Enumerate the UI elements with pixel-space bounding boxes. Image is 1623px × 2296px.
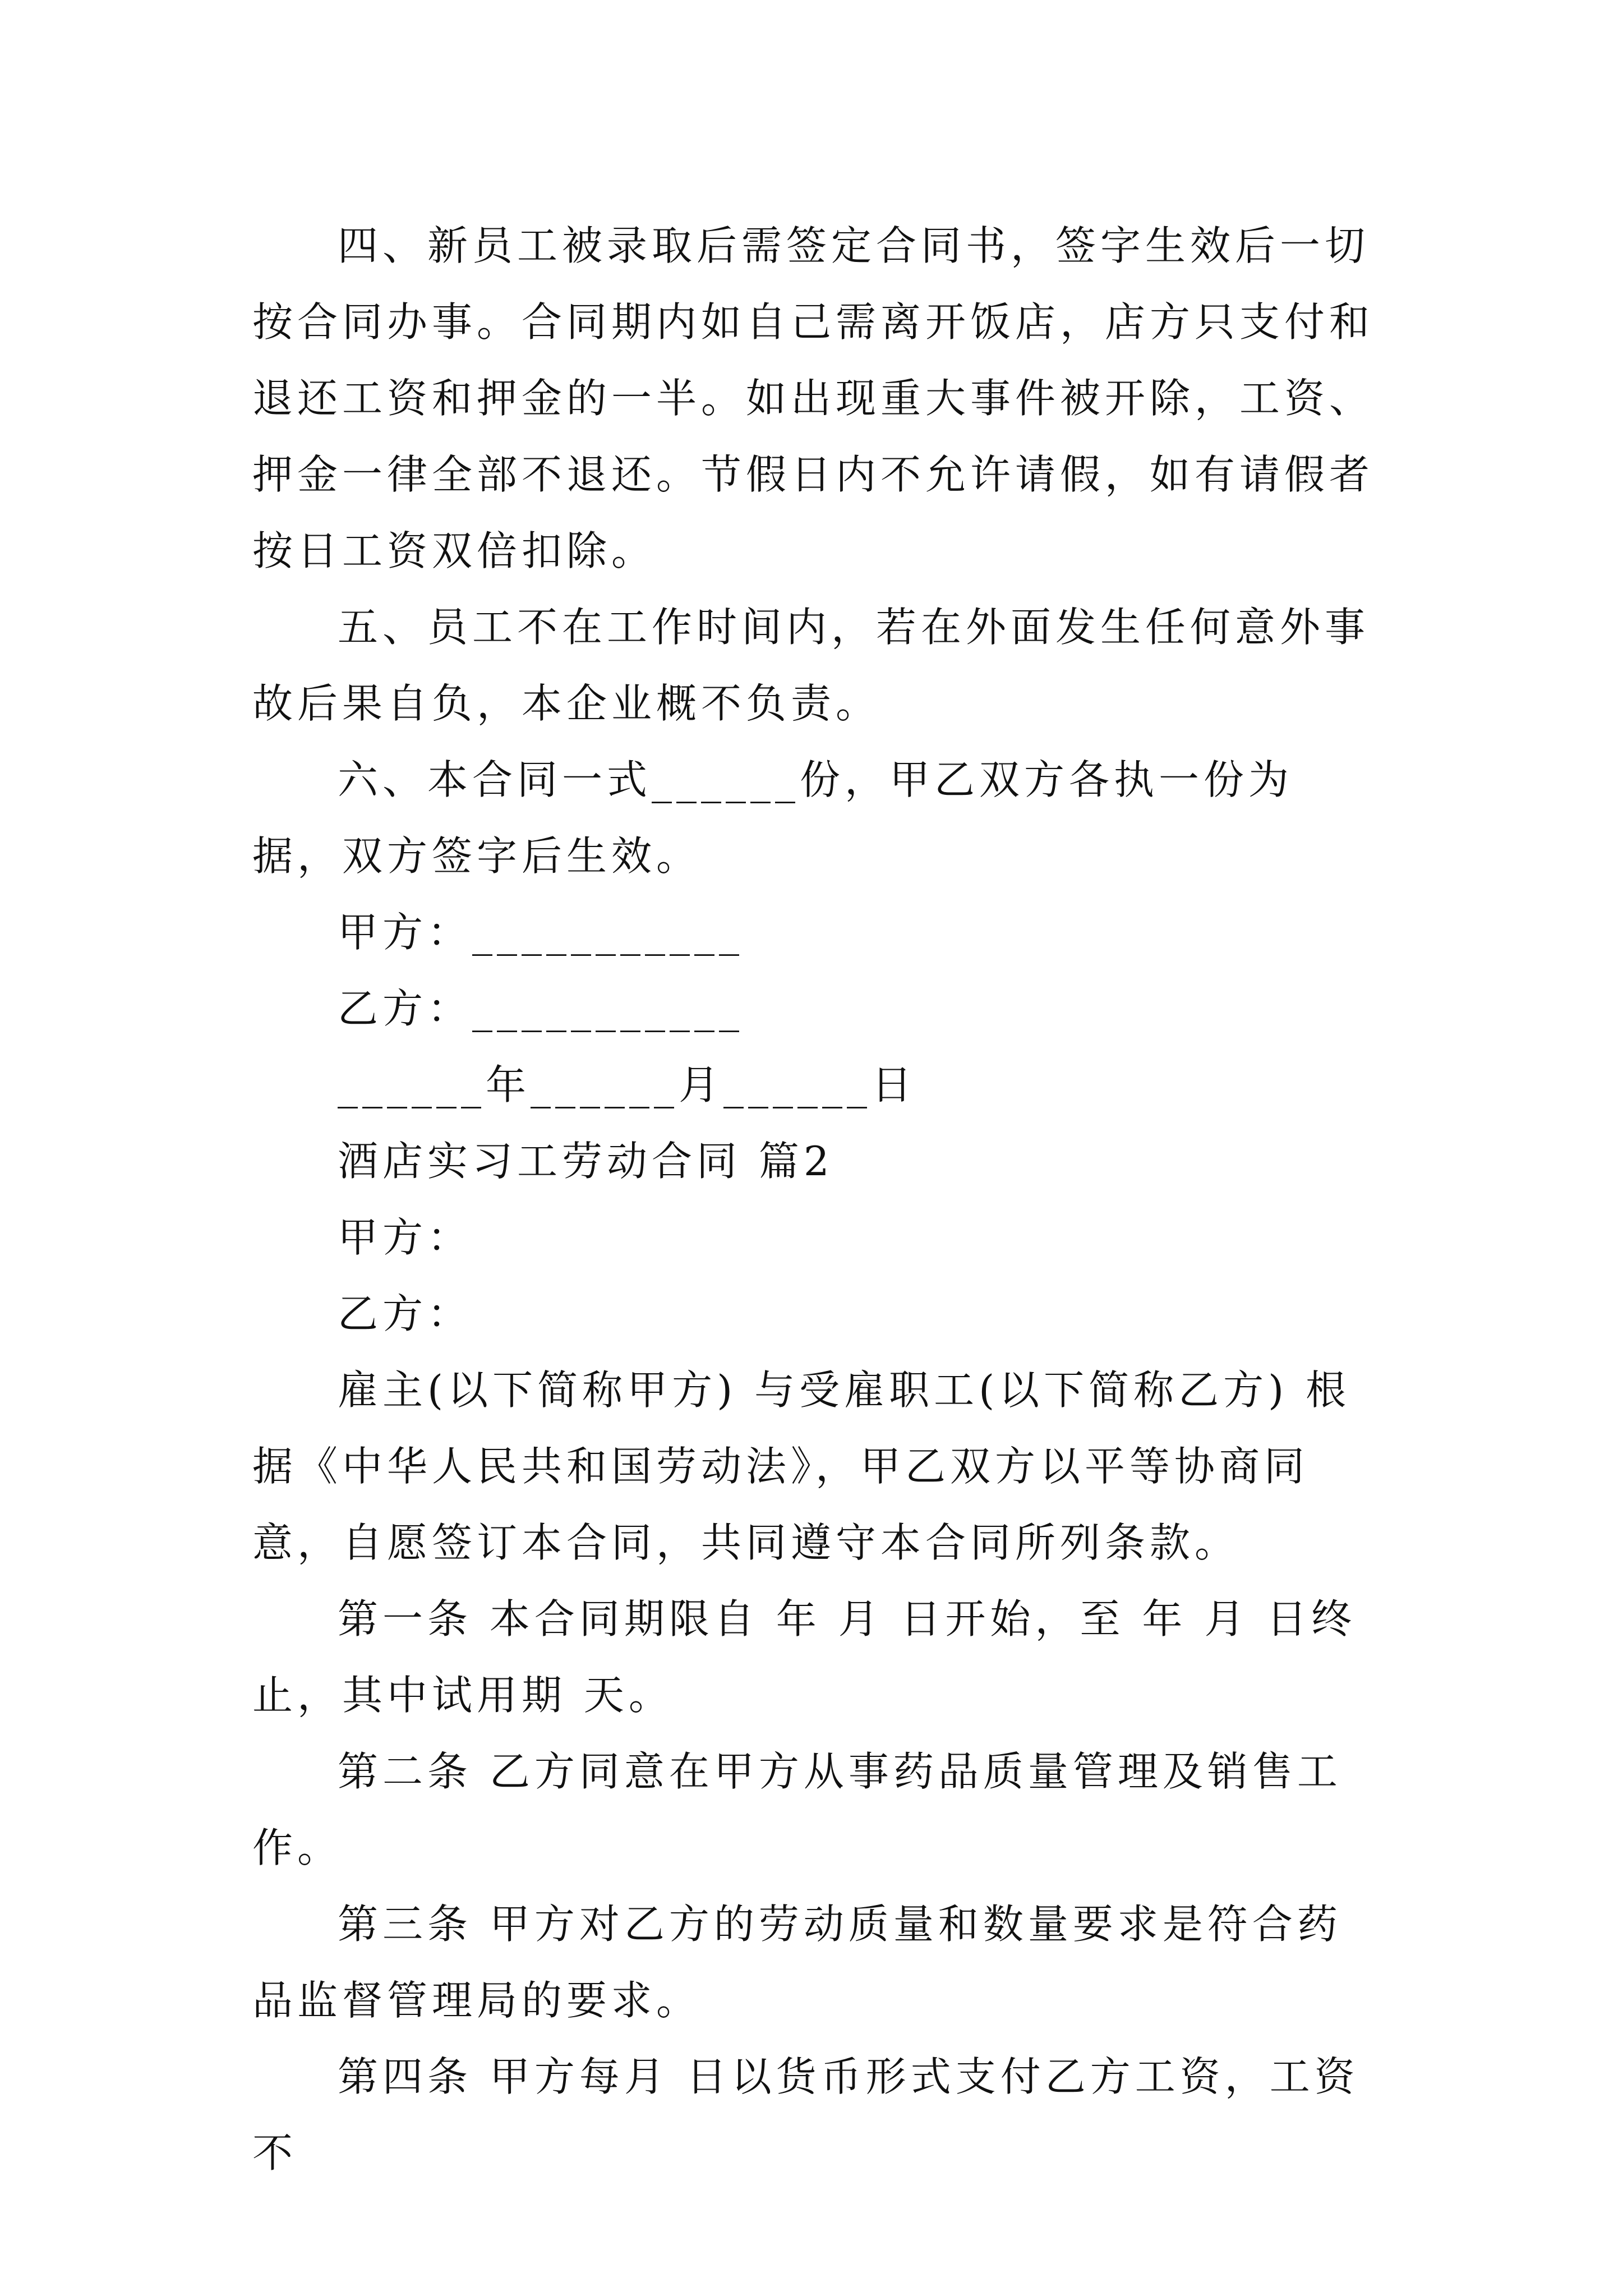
- date-line: ______年______月______日: [338, 1061, 916, 1108]
- party-a-signature-line: 甲方：___________: [338, 909, 744, 956]
- paragraph-clause-6: 六、本合同一式______份，甲乙双方各执一份为据，双方签字后生效。: [252, 756, 1294, 880]
- article-4: 第四条 甲方每月 日以货币形式支付乙方工资，工资不: [252, 2053, 1359, 2177]
- party-b-label: 乙方：: [338, 1290, 473, 1337]
- party-a-label: 甲方：: [338, 1214, 473, 1261]
- document-body: [252, 208, 1382, 2191]
- article-2: 第二条 乙方同意在甲方从事药品质量管理及销售工作。: [252, 1748, 1342, 1871]
- section-title: 酒店实习工劳动合同 篇2: [338, 1138, 834, 1185]
- article-1: 第一条 本合同期限自 年 月 日开始，至 年 月 日终止，其中试用期 天。: [252, 1595, 1357, 1719]
- party-b-signature-line: 乙方：___________: [338, 985, 744, 1032]
- paragraph-clause-4: 四、新员工被录取后需签定合同书，签字生效后一切按合同办事。合同期内如自己需离开饭店，店方只支付和退还工资和押金的一半。如出现重大事件被开除，工资、押金一律全部不退还。节假日内不允许请假，如有请假者按日工资双倍扣除。: [252, 222, 1375, 574]
- preamble-paragraph: 雇主(以下简称甲方) 与受雇职工(以下简称乙方) 根据《中华人民共和国劳动法》，甲乙双方以平等协商同意，自愿签订本合同，共同遵守本合同所列条款。: [252, 1366, 1351, 1566]
- article-3: 第三条 甲方对乙方的劳动质量和数量要求是符合药品监督管理局的要求。: [252, 1901, 1342, 2024]
- paragraph-clause-5: 五、员工不在工作时间内，若在外面发生任何意外事故后果自负，本企业概不负责。: [252, 604, 1370, 727]
